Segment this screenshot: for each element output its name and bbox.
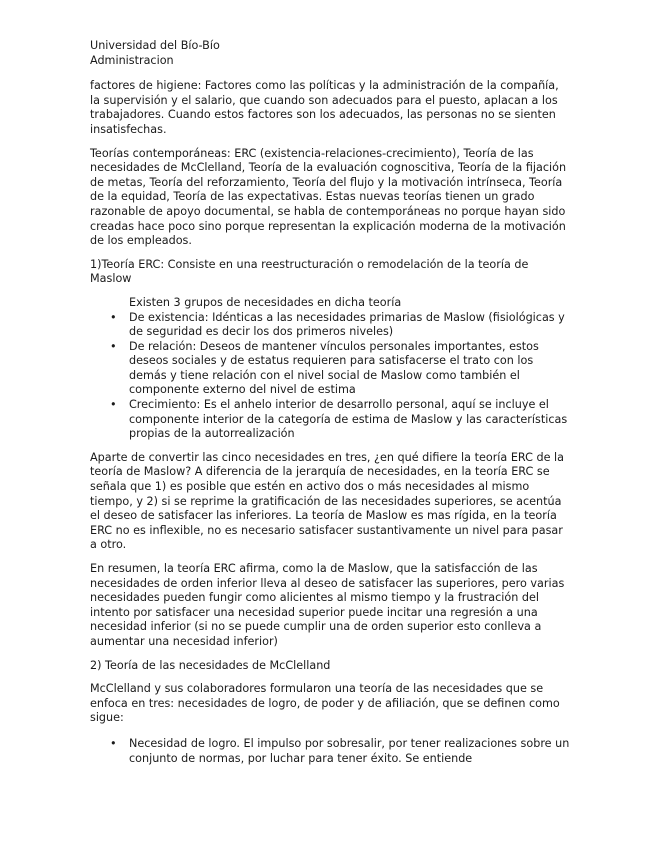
paragraph-contemporary-theories: Teorías contemporáneas: ERC (existencia-relaciones-crecimiento), Teoría de las necesidades de McClelland, Teoría de la evaluación cognoscitiva, Teoría de la fijación de metas, Teoría del reforzamiento, Teoría del flujo y la motivación intrínseca, Teoría de la equidad, Teoría de las expectativas. Estas nuevas teorías tienen un grado razonable de apoyo documental, se habla de contemporáneas no porque hayan sido creadas hace poco sino porque representan la explicación moderna de la motivación de los empleados. <box>90 146 567 248</box>
erc-needs-list <box>90 296 570 442</box>
erc-list-intro: Existen 3 grupos de necesidades en dicha teoría <box>129 295 402 309</box>
paragraph-erc-vs-maslow: Aparte de convertir las cinco necesidades en tres, ¿en qué difiere la teoría ERC de la teoría de Maslow? A diferencia de la jerarquía de necesidades, en la teoría ERC se señala que 1) es posible que estén en activo dos o más necesidades al mismo tiempo, y 2) si se reprime la gratificación de las necesidades superiores, se acentúa el deseo de satisfacer las inferiores. La teoría de Maslow es mas rígida, en la teoría ERC no es inflexible, no es necesario satisfacer sustantivamente un nivel para pasar a otro. <box>90 450 564 552</box>
erc-list <box>90 311 570 442</box>
department-name: Administracion <box>90 53 174 67</box>
document-body <box>90 39 570 766</box>
list-item-growth: • Crecimiento: Es el anhelo interior de desarrollo personal, aquí se incluye el componente interior de la categoría de estima de Maslow y las características propias de la autorrealización <box>90 398 570 442</box>
paragraph-summary: En resumen, la teoría ERC afirma, como la de Maslow, que la satisfacción de las necesidades de orden inferior lleva al deseo de satisfacer las superiores, pero varias necesidades pueden fungir como alicientes al mismo tiempo y la frustración del intento por satisfacer una necesidad superior puede incitar una regresión a una necesidad inferior (si no se puede cumplir una de orden superior esto conlleva a aumentar una necesidad inferior) <box>90 562 565 648</box>
university-name: Universidad del Bío-Bío <box>90 39 220 52</box>
mcclelland-needs-list <box>90 737 570 766</box>
page-header <box>90 39 570 68</box>
paragraph-mcclelland-intro: McClelland y sus colaboradores formularon una teoría de las necesidades que se enfoca en tres: necesidades de logro, de poder y de afiliación, que se definen como sigue: <box>90 682 560 725</box>
paragraph-hygiene-factors: factores de higiene: Factores como las políticas y la administración de la compañía, la supervisión y el salario, que cuando son adecuados para el puesto, aplacan a los trabajadores. Cuando estos factores son los adecuados, las personas no se sienten insatisfechas. <box>90 79 559 136</box>
list-item-achievement: • Necesidad de logro. El impulso por sobresalir, por tener realizaciones sobre un conjunto de normas, por luchar para tener éxito. Se entiende <box>90 737 570 766</box>
list-item-relation: • De relación: Deseos de mantener vínculos personales importantes, estos deseos sociales y de estatus requieren para satisfacerse el trato con los demás y tiene relación con el nivel social de Maslow como también el componente externo del nivel de estima <box>90 340 570 398</box>
paragraph-mcclelland-heading: 2) Teoría de las necesidades de McClelland <box>90 658 331 672</box>
paragraph-erc-theory: 1)Teoría ERC: Consiste en una reestructuración o remodelación de la teoría de Maslow <box>90 257 529 286</box>
list-item-existence: • De existencia: Idénticas a las necesidades primarias de Maslow (fisiológicas y de seguridad es decir los dos primeros niveles) <box>90 311 570 340</box>
